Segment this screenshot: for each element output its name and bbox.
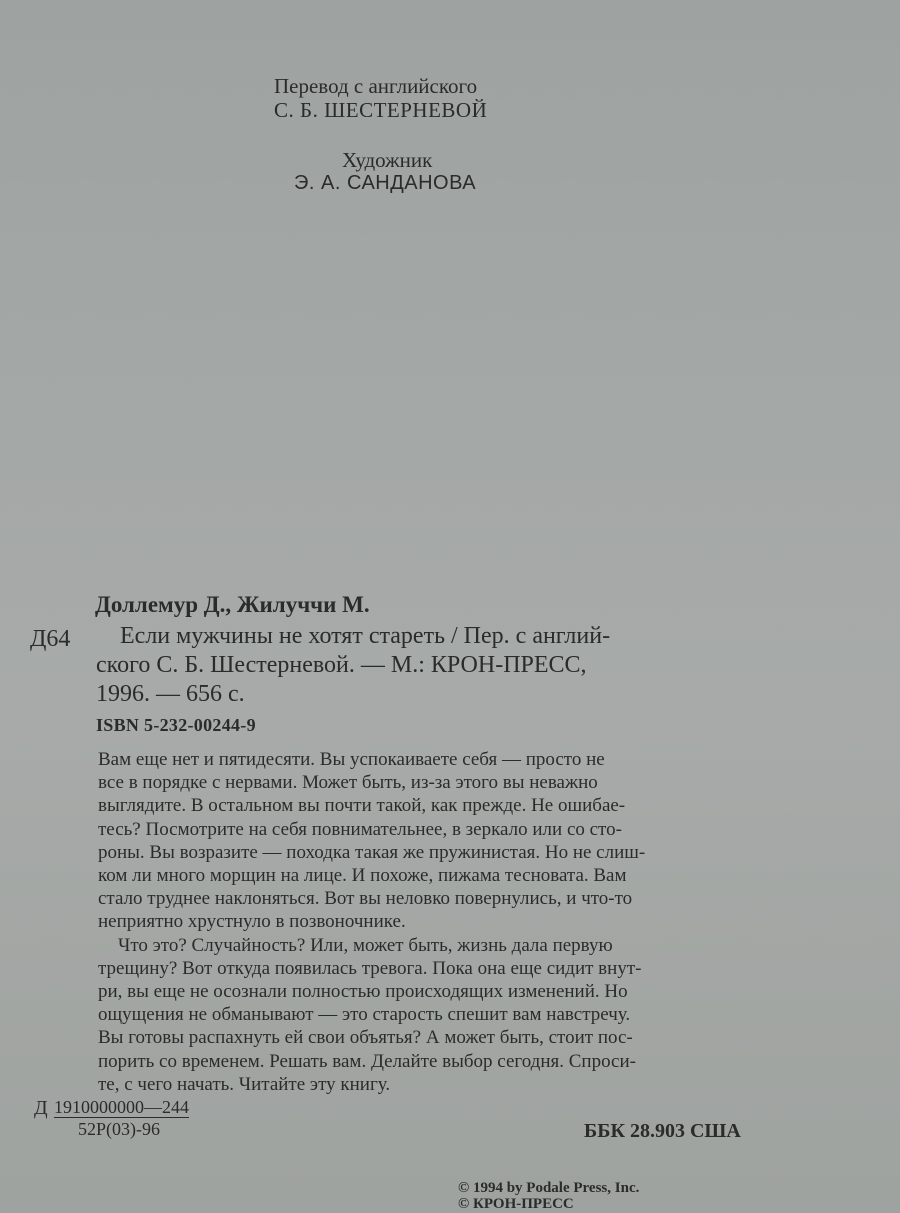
copyright-line-2: © КРОН-ПРЕСС xyxy=(458,1196,574,1212)
classification-numerator: 1910000000—244 xyxy=(54,1097,189,1117)
abstract-line: ощущения не обманывают — это старость спешит вам навстречу. xyxy=(98,1004,631,1026)
translation-credit-label: Перевод с английского xyxy=(274,74,478,98)
abstract-line: трещину? Вот откуда появилась тревога. Пока она еще сидит внут- xyxy=(98,957,642,979)
artist-name: Э. А. САНДАНОВА xyxy=(294,172,477,194)
bbk-code: ББК 28.903 США xyxy=(584,1120,741,1142)
abstract-line: выглядите. В остальном вы почти такой, как прежде. Не ошибае- xyxy=(98,795,626,817)
bib-line: ского С. Б. Шестерневой. — М.: КРОН-ПРЕСС, xyxy=(96,652,587,678)
abstract-line: Вы готовы распахнуть ей свои объятья? А может быть, стоит пос- xyxy=(98,1027,633,1049)
show-through-text xyxy=(584,218,610,304)
abstract-line: стало труднее наклоняться. Вот вы неловко повернулись, и что-то xyxy=(98,888,633,910)
classification-letter: Д xyxy=(34,1097,48,1119)
translator-name: С. Б. ШЕСТЕРНЕВОЙ xyxy=(274,98,488,122)
classification-denominator: 52Р(03)-96 xyxy=(78,1119,160,1139)
copyright-line: © 1994 by Podale Press, Inc. xyxy=(458,1180,640,1196)
abstract-line: Вам еще нет и пятидесяти. Вы успокаиваете себя — просто не xyxy=(98,749,605,770)
abstract-line: порить со временем. Решать вам. Делайте выбор сегодня. Спроси- xyxy=(98,1050,636,1072)
abstract-line: неприятно хрустнуло в позвоночнике. xyxy=(98,911,406,933)
abstract-line: ри, вы еще не осознали полностью происходящих изменений. Но xyxy=(98,981,628,1003)
abstract-line: роны. Вы возразите — походка такая же пружинистая. Но не слиш- xyxy=(98,841,646,863)
isbn: ISBN 5-232-00244-9 xyxy=(96,715,256,735)
catalog-code: Д64 xyxy=(30,626,71,652)
abstract-line: те, с чего начать. Читайте эту книгу. xyxy=(98,1073,391,1095)
abstract-line: тесь? Посмотрите на себя повнимательнее, в зеркало или со сто- xyxy=(98,818,622,840)
abstract-line: Что это? Случайность? Или, может быть, жизнь дала первую xyxy=(118,934,613,956)
artist-credit-label: Художник xyxy=(342,148,433,172)
bib-line: 1996. — 656 с. xyxy=(96,681,245,707)
abstract-line: все в порядке с нервами. Может быть, из-за этого вы неважно xyxy=(98,772,598,794)
bib-line: Если мужчины не хотят стареть / Пер. с англий- xyxy=(120,623,611,649)
abstract-line: ком ли много морщин на лице. И похоже, пижама тесновата. Вам xyxy=(98,865,627,887)
abstract xyxy=(98,748,778,1096)
authors-heading: Доллемур Д., Жилуччи М. xyxy=(95,592,370,617)
bibliographic-description xyxy=(96,622,778,709)
